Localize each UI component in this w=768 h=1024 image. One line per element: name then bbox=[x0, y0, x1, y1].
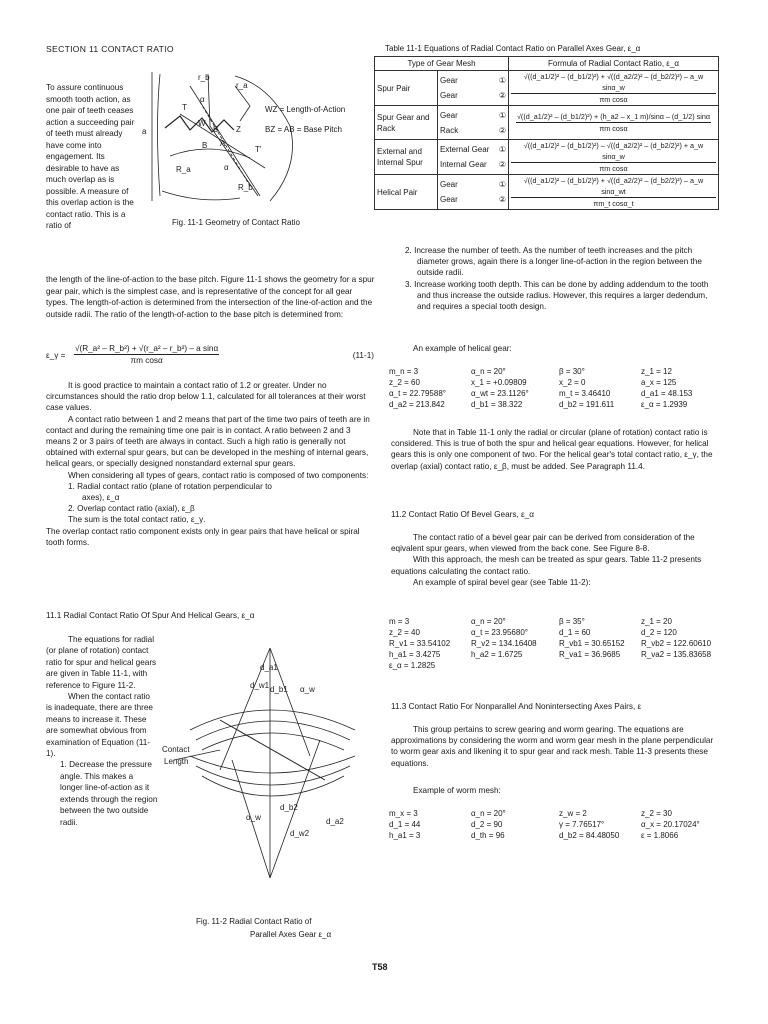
intro-full-text: the length of the line-of-action to the base pitch. Figure 11-1 shows the geometry for a spur gear pair, which is the simplest case, and is representative of the concept for all gear types. The length-of-action is determined from the intersection of the line-of-action and the outside radii. The ratio of the length-of-action to the base pitch is determined from: bbox=[46, 275, 375, 319]
fig1-legend-wz: WZ = Length-of-Action bbox=[265, 105, 346, 114]
fig1-label-rb: r_b bbox=[198, 73, 210, 82]
left-body-text: It is good practice to maintain a contact ratio of 1.2 or greater. Under no circumstances should the ratio drop below 1.1, calculated for all tolerances at their worst case values. A contact ratio between 1 and 2 means that part of the time two pairs of teeth are in contact and during the remaining time one pair is in contact. A ratio between 2 and 3 means 2 or 3 pairs of teeth are always in contact. Such a high ratio is generally not obtained with external spur gears, but can be developed in the meshing of internal gears, helical gears, or specially designed nonstandard external spur gears. When considering all types of gears, contact ratio is composed of two components: 1. Radial contact ratio (plane of rotation perpendicular to axes), ε_α 2. Overlap contact ratio (axial), ε_β The sum is the total contact ratio, ε_γ. The overlap contact ratio component exists only in gear pairs that have helical or spiral tooth forms. bbox=[46, 381, 370, 547]
helical-variables: m_n = 3 α_n = 20° β = 30° z_1 = 12 z_2 = 60 x_1 = +0.09809 x_2 = 0 a_x = 125 α_t = 22.79588° α_wt = 23.1126° m_t = 3.46410 d_a1 = 48.153 d_a2 = 213.842 d_b1 = 38.322 d_b2 = 191.611 ε_α = 1.2939 bbox=[389, 367, 693, 409]
fig2-label-da2: d_a2 bbox=[326, 817, 344, 826]
table-11-1-title: Table 11-1 Equations of Radial Contact Ratio on Parallel Axes Gear, ε_α bbox=[385, 44, 641, 53]
fig1-label-a: a bbox=[142, 127, 147, 136]
fig2-label-length: Length bbox=[164, 757, 189, 766]
fig1-label-tprime: T' bbox=[255, 145, 262, 154]
section-11-1-body: The equations for radial (or plane of rotation) contact ratio for spur and helical gears are given in Table 11-1, with reference to Figure 11-2. When the contact ratio is inadequate, there are three means to increase it. These are somewhat obvious from examination of Equation (11-1). 1. Decrease the pressure angle. This makes a longer line-of-action as it extends through the region between the two outside radii. bbox=[46, 635, 158, 827]
table-row: Helical Pair Gear ① Gear ② √((d_a1/2)² – (d_b1/2)²) + √((d_a2/2)² – (d_b2/2)²) – a_w sinα_wt πm_t cosα_t bbox=[375, 175, 719, 210]
section-title: SECTION 11 CONTACT RATIO bbox=[46, 44, 174, 54]
figure-11-1 bbox=[140, 66, 375, 214]
page-number: T58 bbox=[372, 962, 388, 972]
fig2-caption-line1: Fig. 11-2 Radial Contact Ratio of bbox=[196, 917, 312, 926]
section-11-2-body: The contact ratio of a bevel gear pair can be derived from consideration of the eqivalent spur gears, when viewed from the back cone. See Figure 8-8. With this approach, the mesh can be treated as spur gears. Table 11-2 presents equations calculating the contact ratio. An example of spiral bevel gear (see Table 11-2): bbox=[391, 533, 702, 587]
table-11-1 bbox=[374, 56, 719, 210]
fig2-label-db2: d_b2 bbox=[280, 803, 298, 812]
worm-variables: m_x = 3 α_n = 20° z_w = 2 z_2 = 30 d_1 = 44 d_2 = 90 γ = 7.76517° α_x = 20.17024° h_a1 = 3 d_th = 96 d_b2 = 84.48050 ε = 1.8066 bbox=[389, 809, 700, 840]
fig1-label-w: W bbox=[198, 119, 206, 128]
fig2-label-dw2: d_w2 bbox=[290, 829, 310, 838]
fig1-label-a-point: A bbox=[220, 139, 226, 148]
table-row: Spur Pair Gear ① Gear ② √((d_a1/2)² – (d_b1/2)²) + √((d_a2/2)² – (d_b2/2)²) – a_w sinα_w πm cosα bbox=[375, 71, 719, 106]
table-11-1-col-formula: Formula of Radial Contact Ratio, ε_α bbox=[509, 57, 719, 71]
fig2-caption-line2: Parallel Axes Gear ε_α bbox=[250, 930, 332, 939]
intro-wrapped-text: To assure continuous smooth tooth action, as one pair of teeth ceases action a succeeding pair of teeth must already have come into engagement. Its desirable to have as much overlap as is possible. A measure of this overlap action is the contact ratio. This is a ratio of bbox=[46, 83, 135, 230]
fig1-label-b2: B bbox=[202, 141, 208, 150]
bevel-variables: m = 3 α_n = 20° β = 35° z_1 = 20 z_2 = 40 α_t = 23.95680° d_1 = 60 d_2 = 120 R_v1 = 33.54102 R_v2 = 134.16408 R_vb1 = 30.65152 R_vb2 = 122.60610 h_a1 = 3.4275 h_a2 = 1.6725 R_va1 = 36.9685 R_va2 = 135.83658 ε_α = 1.2825 bbox=[389, 617, 712, 670]
fig1-label-b1: B bbox=[213, 125, 219, 134]
equation-11-1: ε_γ = $\frac{\text{√(R\_a² – R\_b²) + √(r\_a² – r\_b²) – a sinα}}{\text{πm cosα}}$ (11-1) bbox=[46, 344, 374, 365]
fig2-label-da1: d_a1 bbox=[260, 663, 278, 672]
table-11-1-col-type: Type of Gear Mesh bbox=[375, 57, 509, 71]
fig1-caption: Fig. 11-1 Geometry of Contact Ratio bbox=[172, 218, 300, 227]
right-list-items: 2. Increase the number of teeth. As the number of teeth increases and the pitch diameter grows, again there is a longer line-of-action in the region between the outside radii. 3. Increase working tooth depth. This can be done by adding addendum to the tooth and thus increase the outside radius. However, this requires a larger dedendum, and requires a special tooth design. bbox=[405, 246, 709, 312]
fig1-label-t: T bbox=[182, 103, 187, 112]
worm-example-heading: Example of worm mesh: bbox=[413, 786, 501, 795]
figure-11-2 bbox=[160, 640, 375, 890]
fig2-label-aw: α_w bbox=[300, 685, 315, 694]
section-11-2-title: 11.2 Contact Ratio Of Bevel Gears, ε_α bbox=[391, 510, 534, 519]
fig1-label-rb-cap: R_b bbox=[238, 183, 253, 192]
fig1-label-alpha2: α bbox=[224, 163, 229, 172]
fig1-label-alpha: α bbox=[200, 95, 205, 104]
table-row: Spur Gear and Rack Gear ① Rack ② √((d_a1/2)² – (d_b1/2)²) + (h_a2 – x_1 m)/sinα – (d_1/2) sinα πm cosα bbox=[375, 106, 719, 140]
helical-example-heading: An example of helical gear: bbox=[413, 344, 512, 353]
fig1-label-z: Z bbox=[236, 125, 241, 134]
fig2-label-db1: d_b1 bbox=[270, 685, 288, 694]
fig1-label-ra: r_a bbox=[236, 81, 248, 90]
section-11-3-body: This group pertains to screw gearing and worm gearing. The equations are approximations by considering the worm and worm gear mesh in the plane perpendicular to worm gear axis and likening it to spur gear and rack mesh. Table 11-3 presents these equations. bbox=[391, 725, 714, 768]
section-11-3-title: 11.3 Contact Ratio For Nonparallel And Nonintersecting Axes Pairs, ε bbox=[391, 702, 642, 711]
fig2-label-aw2: α_w bbox=[246, 813, 261, 822]
fig2-label-contact: Contact bbox=[162, 745, 190, 754]
section-11-1-title: 11.1 Radial Contact Ratio Of Spur And Helical Gears, ε_α bbox=[46, 611, 255, 620]
fig1-legend-bz: BZ = AB = Base Pitch bbox=[265, 125, 342, 134]
fig1-label-ra-cap: R_a bbox=[176, 165, 191, 174]
table-row: External and Internal Spur External Gear ① Internal Gear ② √((d_a1/2)² – (d_b1/2)²) – √((d_a2/2)² – (d_b2/2)²) + a_w sinα_w πm cosα bbox=[375, 140, 719, 175]
helical-note: Note that in Table 11-1 only the radial or circular (plane of rotation) contact ratio is considered. This is true of both the spur and helical gear equations. However, for helical gears this is only one component of two. For the helical gear's total contact ratio, ε_γ, the overlap (axial) contact ratio, ε_β, must be added. See Paragraph 11.4. bbox=[391, 428, 713, 471]
fig2-label-dw1: d_w1 bbox=[250, 681, 270, 690]
